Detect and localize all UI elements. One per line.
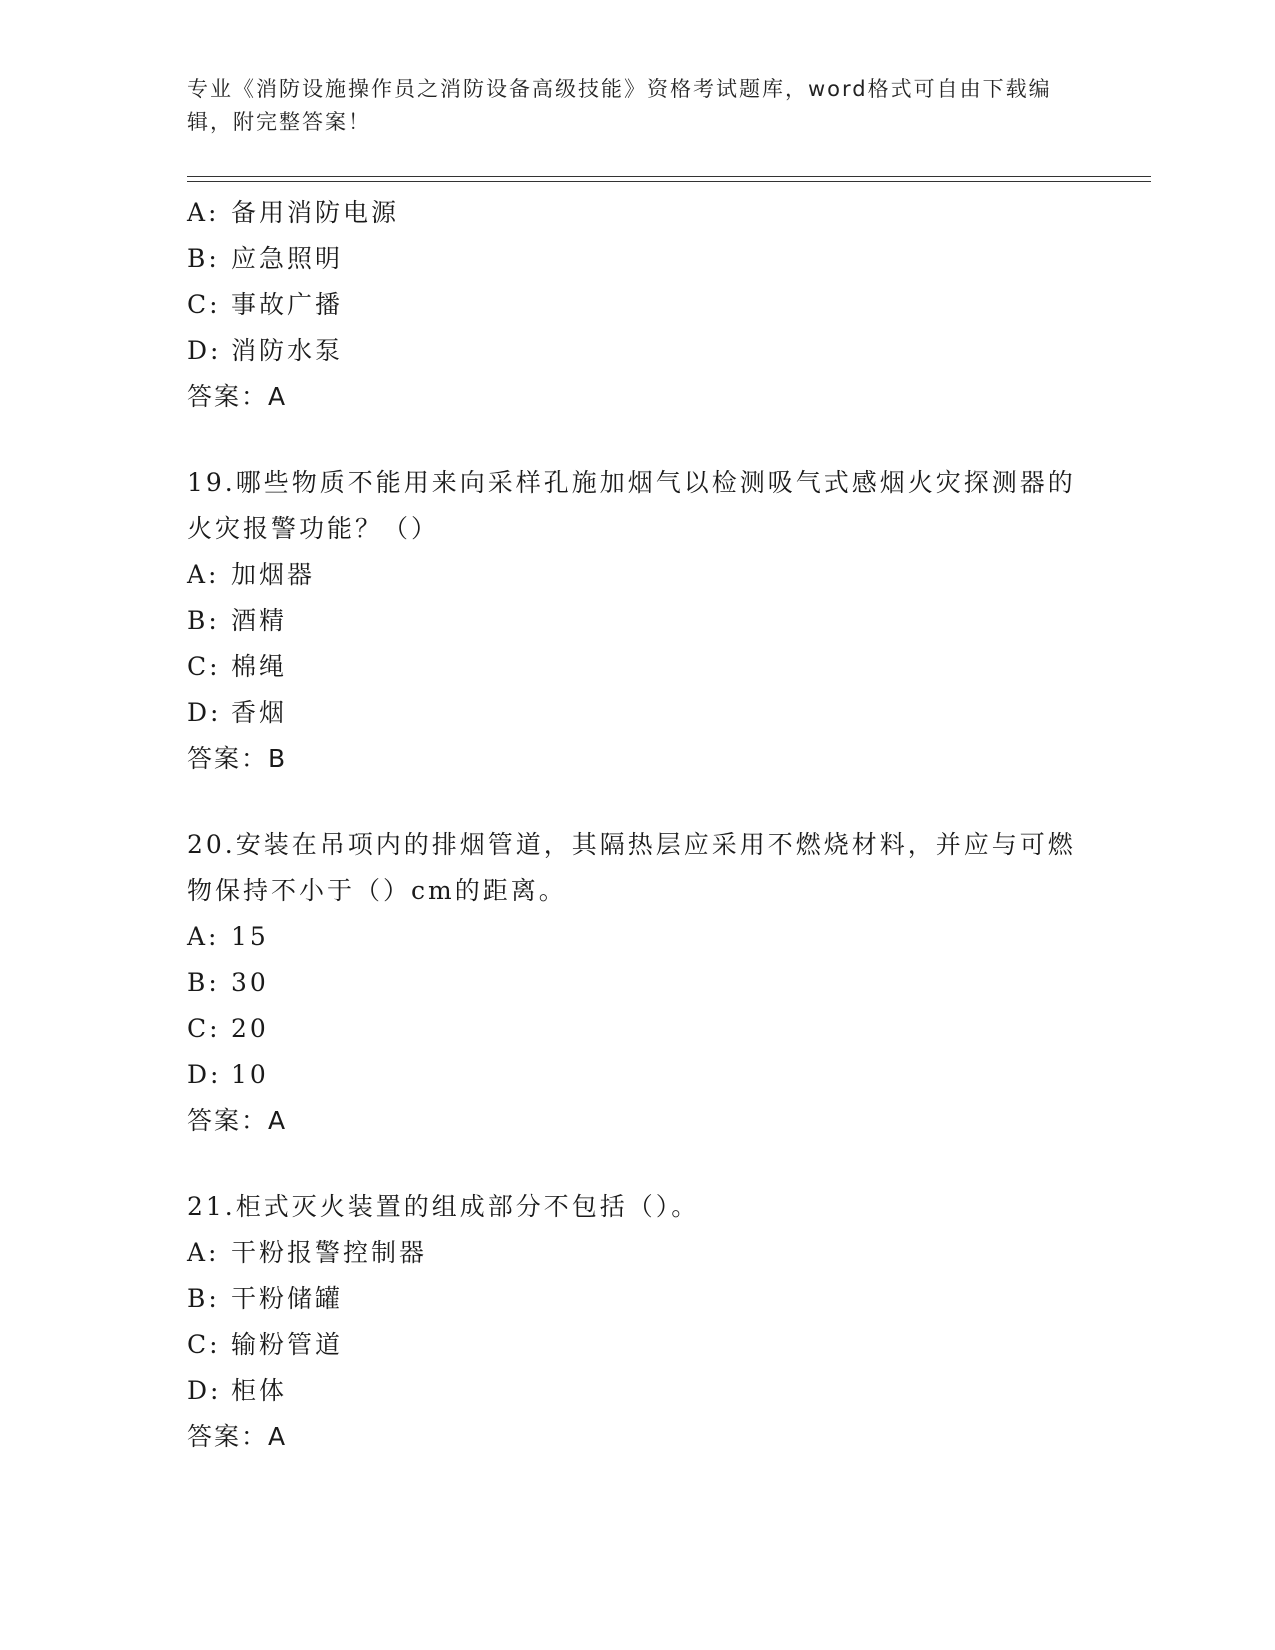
option-d	[187, 1052, 1087, 1098]
option-b	[187, 1276, 1087, 1322]
option-label: B:	[187, 244, 220, 273]
option-c	[187, 1322, 1087, 1368]
question-block	[187, 822, 1087, 1144]
option-a	[187, 190, 1087, 236]
option-label: C:	[187, 290, 221, 319]
option-label: A:	[187, 560, 220, 589]
option-label: B:	[187, 606, 220, 635]
answer-text: 答案：B	[187, 744, 288, 773]
question-block	[187, 190, 1087, 420]
question-text: 19.哪些物质不能用来向采样孔施加烟气以检测吸气式感烟火灾探测器的火灾报警功能？（）	[187, 468, 1076, 543]
option-label: D:	[187, 336, 222, 365]
option-label: D:	[187, 1060, 222, 1089]
option-label: B:	[187, 1284, 220, 1313]
option-label: C:	[187, 1330, 221, 1359]
option-text: 棉绳	[231, 652, 288, 681]
option-c	[187, 282, 1087, 328]
option-label: A:	[187, 922, 220, 951]
option-text: 柜体	[231, 1376, 288, 1405]
option-text: 消防水泵	[231, 336, 344, 365]
option-label: D:	[187, 698, 222, 727]
option-d	[187, 690, 1087, 736]
option-text: 香烟	[231, 698, 288, 727]
option-label: C:	[187, 1014, 221, 1043]
option-text: 应急照明	[231, 244, 344, 273]
option-c	[187, 1006, 1087, 1052]
option-b	[187, 598, 1087, 644]
option-a	[187, 1230, 1087, 1276]
option-d	[187, 1368, 1087, 1414]
option-text: 20	[231, 1014, 269, 1043]
option-a	[187, 552, 1087, 598]
option-text: 加烟器	[231, 560, 316, 589]
option-label: A:	[187, 1238, 220, 1267]
option-text: 干粉报警控制器	[231, 1238, 428, 1267]
option-text: 干粉储罐	[231, 1284, 344, 1313]
option-d	[187, 328, 1087, 374]
answer-text: 答案：A	[187, 1106, 288, 1135]
option-label: D:	[187, 1376, 222, 1405]
option-text: 事故广播	[231, 290, 344, 319]
document-header: 专业《消防设施操作员之消防设备高级技能》资格考试题库，word格式可自由下载编辑，附完整答案！	[187, 77, 1052, 134]
question-text: 21.柜式灭火装置的组成部分不包括（）。	[187, 1192, 700, 1221]
answer-text: 答案：A	[187, 382, 288, 411]
option-text: 10	[231, 1060, 269, 1089]
option-text: 备用消防电源	[231, 198, 400, 227]
option-a	[187, 914, 1087, 960]
header-divider-bottom	[187, 181, 1151, 182]
header-divider-top	[187, 176, 1151, 177]
option-label: C:	[187, 652, 221, 681]
option-label: B:	[187, 968, 220, 997]
option-label: A:	[187, 198, 220, 227]
question-text: 20.安装在吊项内的排烟管道，其隔热层应采用不燃烧材料，并应与可燃物保持不小于（）cm的距离。	[187, 830, 1076, 905]
question-block	[187, 1184, 1087, 1460]
option-text: 30	[231, 968, 269, 997]
answer-text: 答案：A	[187, 1422, 288, 1451]
option-text: 15	[231, 922, 269, 951]
option-c	[187, 644, 1087, 690]
question-list	[187, 190, 1087, 1460]
option-text: 输粉管道	[231, 1330, 344, 1359]
question-block	[187, 460, 1087, 782]
option-b	[187, 236, 1087, 282]
option-b	[187, 960, 1087, 1006]
option-text: 酒精	[231, 606, 288, 635]
